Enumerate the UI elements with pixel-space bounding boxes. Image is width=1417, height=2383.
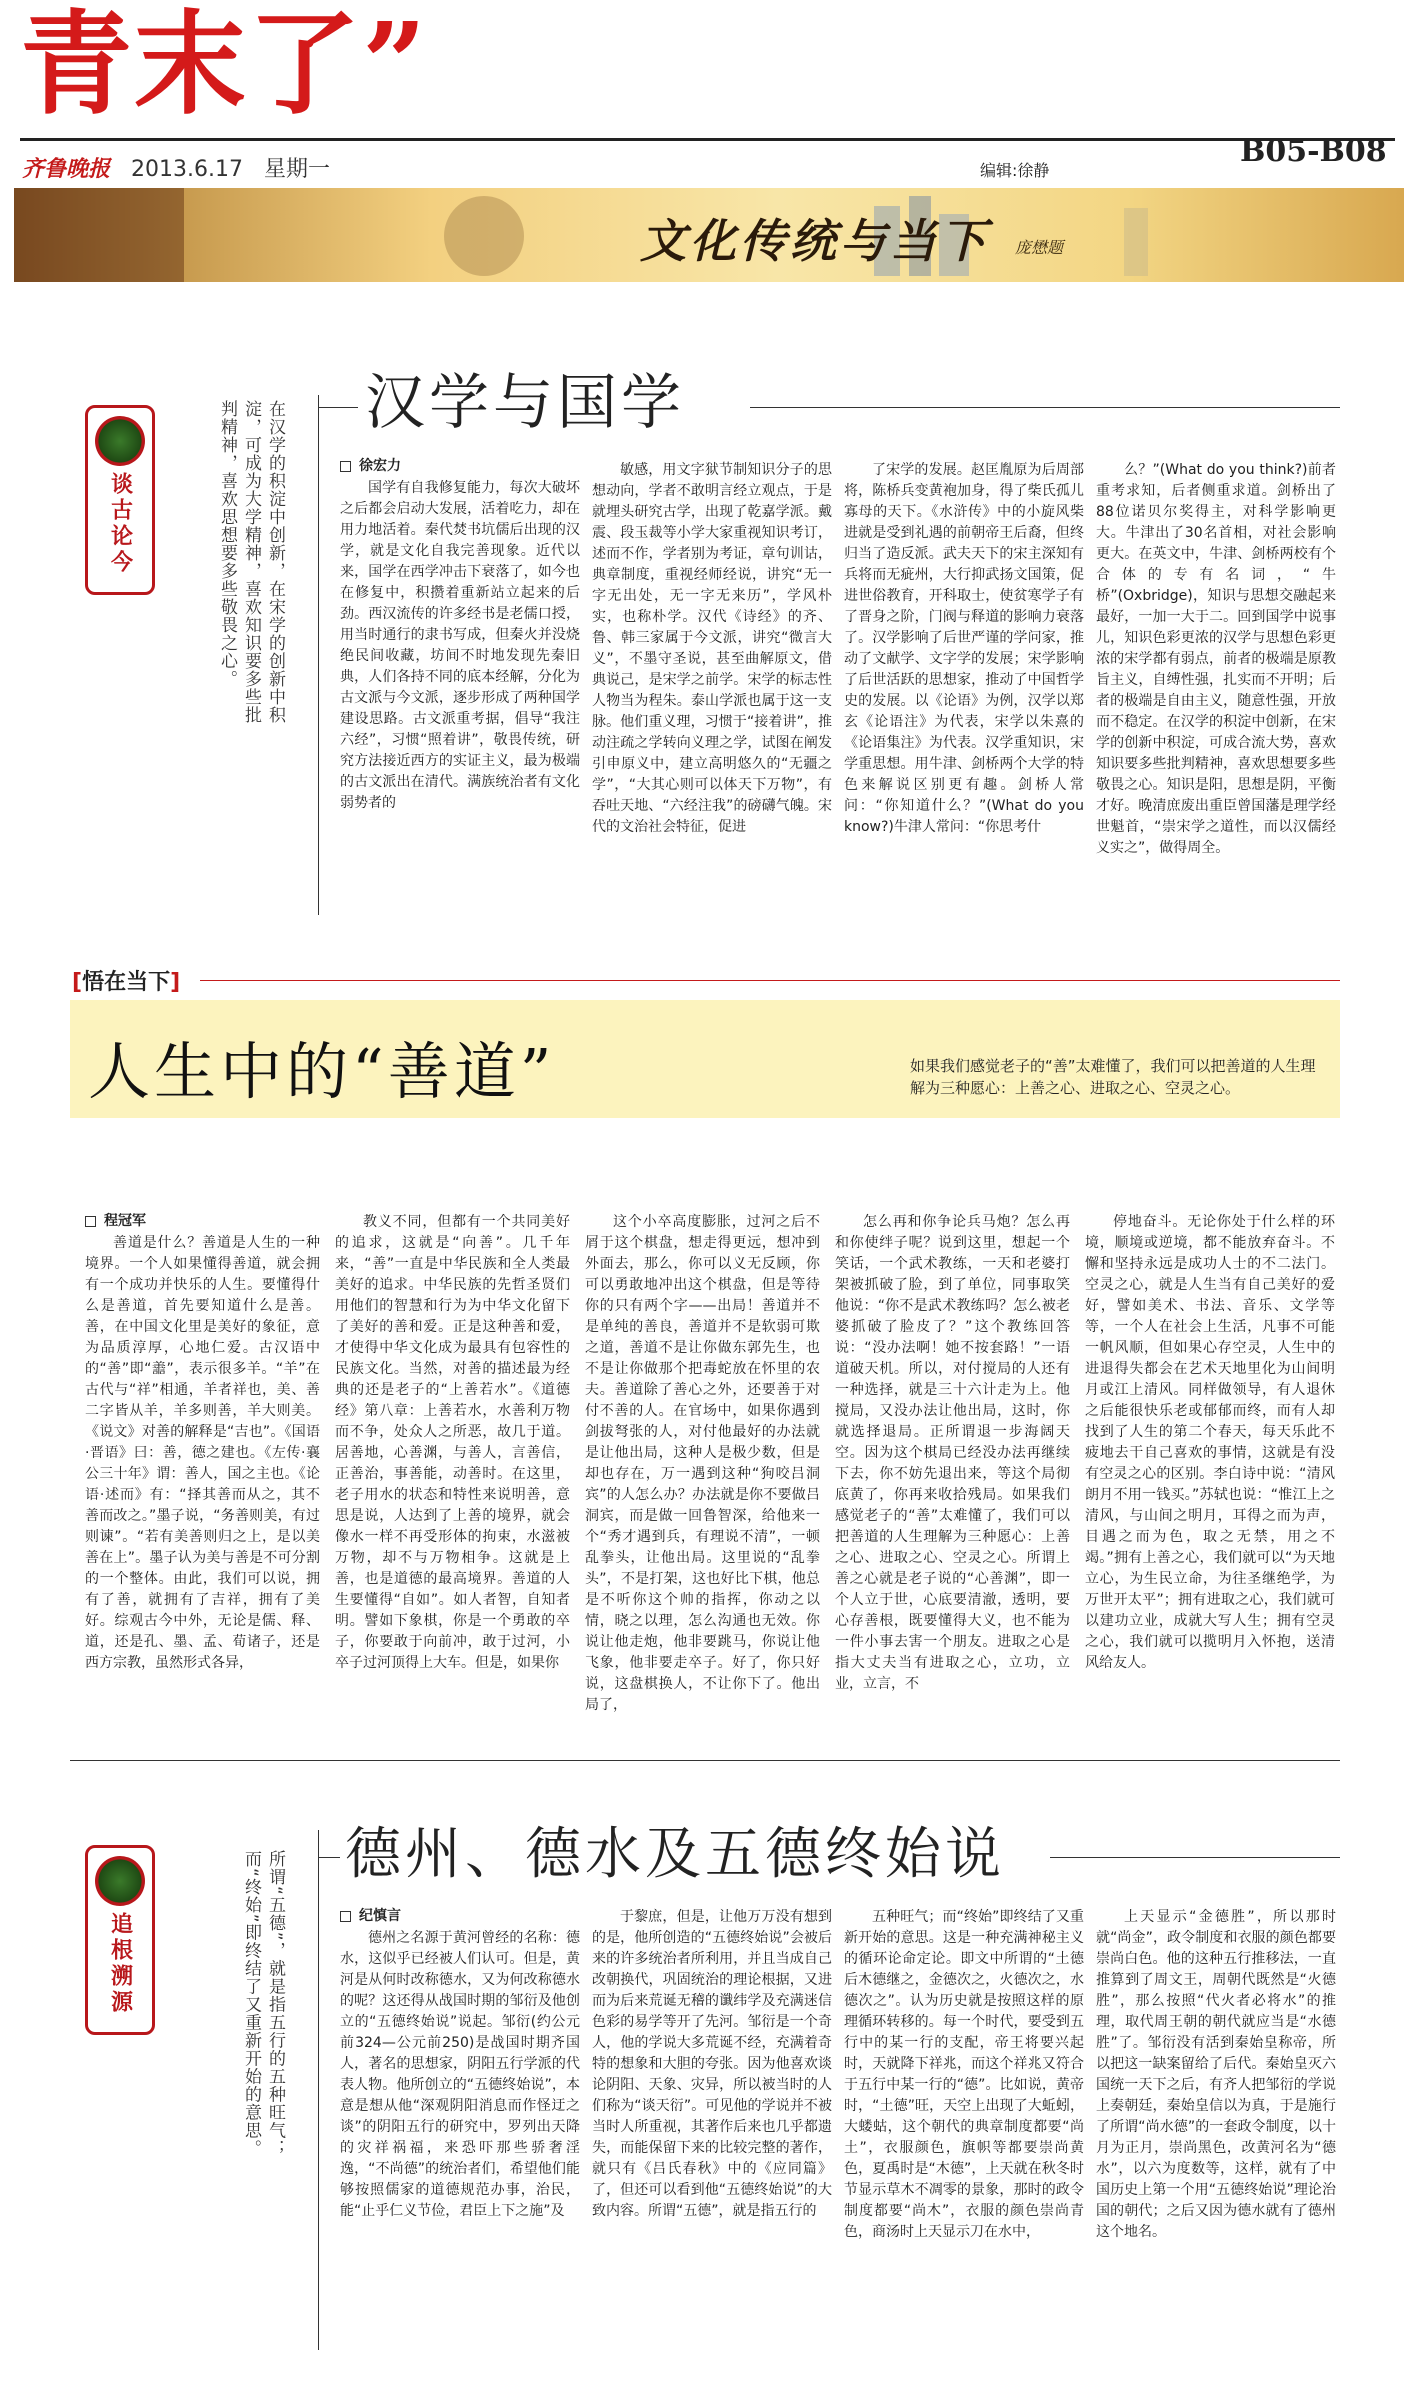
article-column: 这个小卒高度膨胀，过河之后不屑于这个棋盘，想走得更远，想冲到外面去，那么，你可以义无反顾，你可以勇敢地冲出这个棋盘，但是等待你的只有两个字——出局！善道并不是单纯的善良，善道并不是软弱可欺之道，善道不是让你做东郭先生，也不是让你做那个把毒蛇放在怀里的农夫。善道除了善心之外，还要善于对付不善的人。在官场中，如果你遇到剑拔弩张的人，对付他最好的办法就是让他出局，这种人是极少数，但是却也存在，万一遇到这种“狗咬吕洞宾”的人怎么办？办法就是你不要做吕洞宾，而是做一回鲁智深，给他来一个“秀才遇到兵，有理说不清”，一顿乱拳头，让他出局。这里说的“乱拳头”，不是打架，这也好比下棋，他总是不听你这个帅的指挥，你动之以情，晓之以理，怎么沟通也无效。你说让他走炮，他非要跳马，你说让他飞象，他非要走卒子。好了，你只好说，这盘棋换人，不让你下了。他出局了，	[585, 1214, 820, 1713]
section-tag	[72, 965, 180, 996]
column-name: 追根溯源	[107, 1912, 133, 2016]
article-column: 了宋学的发展。赵匡胤原为后周部将，陈桥兵变黄袍加身，得了柴氏孤儿寡母的天下。《水浒传》中的小旋风柴进就是受到礼遇的前朝帝王后裔，但终归当了造反派。武夫天下的宋主深知有兵将而无疵州，大行抑武扬文国策，促进世俗教育，开科取士，使贫寒学子有了晋身之阶，门阀与释道的影响力衰落了。汉学影响了后世严谨的学问家，推动了文献学、文字学的发展；宋学影响了后世活跃的思想家，推动了中国哲学史的发展。以《论语》为例，汉学以郑玄《论语注》为代表，宋学以朱熹的《论语集注》为代表。汉学重知识，宋学重思想。用牛津、剑桥两个大学的特色来解说区别更有趣。剑桥人常问：“你知道什么？”(What do you know?)牛津人常问：“你思考什	[844, 462, 1084, 835]
side-caption: 在汉学的积淀中创新，在宋学的创新中积淀，可成为大学精神，喜欢知识要多些批判精神，喜欢思想要多些敬畏之心。	[217, 400, 285, 724]
title-rule-left	[318, 407, 358, 408]
article-author: 徐宏力	[340, 455, 401, 475]
tag-rule	[200, 980, 1340, 981]
article-column: 停地奋斗。无论你处于什么样的环境，顺境或逆境，都不能放弃奋斗。不懈和坚持永远是成功人士的不二法门。空灵之心，就是人生当有自己美好的爱好，譬如美术、书法、音乐、文学等等，一个人在社会上生活，凡事不可能一帆风顺，但如果心存空灵，人生中的进退得失都会在艺术天地里化为山间明月或江上清风。同样做领导，有人退休之后能很快乐老或郁郁而终，而有人却找到了人生的第二个春天，每天乐此不疲地去干自己喜欢的事情，这就是有没有空灵之心的区别。李白诗中说：“清风朗月不用一钱买。”苏轼也说：“惟江上之清风，与山间之明月，耳得之而为声，目遇之而为色，取之无禁，用之不竭。”拥有上善之心，我们就可以“为天地立心，为生民立命，为往圣继绝学，为万世开太平”；拥有进取之心，我们就可以建功立业，成就大写人生；拥有空灵之心，我们就可以揽明月入怀抱，送清风给友人。	[1085, 1214, 1335, 1671]
article-column: 德州之名源于黄河曾经的名称：德水，这似乎已经被人们认可。但是，黄河是从何时改称德水，又为何改称德水的呢？这还得从战国时期的邹衍及他创立的“五德终始说”说起。邹衍(约公元前324—公元前250)是战国时期齐国人，著名的思想家，阴阳五行学派的代表人物。他所创立的“五德终始说”，本意是想从他“深观阴阳消息而作怪迂之谈”的阴阳五行的研究中，罗列出天降的灾祥祸福，来恐吓那些骄奢淫逸，“不尚德”的统治者们，希望他们能够按照儒家的道德规范办事，治民，能“止乎仁义节俭，君臣上下之施”及	[340, 1930, 580, 2219]
article-column: 五种旺气；而“终始”即终结了又重新开始的意思。这是一种充满神秘主义的循环论命定论。即文中所谓的“土德后木德继之，金德次之，火德次之，水德次之”。认为历史就是按照这样的原理循环转移的。每一个时代，要受到五行中的某一行的支配，帝王将要兴起时，天就降下祥兆，而这个祥兆又符合于五行中某一行的“德”。比如说，黄帝时，“土德”旺，天空上出现了大蚯蚓，大蝼蛄，这个朝代的典章制度都要“尚土”，衣服颜色，旗帜等都要崇尚黄色，夏禹时是“木德”，上天就在秋冬时节显示草木不凋零的景象，那时的政令制度都要“尚木”，衣服的颜色崇尚青色，商汤时上天显示刀在水中，	[844, 1909, 1084, 2240]
tag-bracket-close: ]	[170, 970, 181, 995]
article-author: 纪慎言	[340, 1905, 401, 1925]
article-column: 教义不同，但都有一个共同美好的追求，这就是“向善”。几千年来，“善”一直是中华民族和全人类最美好的追求。中华民族的先哲圣贤们用他们的智慧和行为为中华文化留下了美好的善和爱。正是这种善和爱，才使得中华文化成为最具有包容性的民族文化。当然，对善的描述最为经典的还是老子的“上善若水”。《道德经》第八章：上善若水，水善利万物而不争，处众人之所恶，故几于道。居善地，心善渊，与善人，言善信，正善治，事善能，动善时。在这里，老子用水的状态和特性来说明善，意思是说，人达到了上善的境界，就会像水一样不再受形体的拘束，水滋被万物，却不与万物相争。这就是上善，也是道德的最高境界。善道的人生要懂得“自如”。如人者智，自知者明。譬如下象棋，你是一个勇敢的卒子，你要敢于向前冲，敢于过河，小卒子过河顶得上大车。但是，如果你	[335, 1214, 570, 1671]
banner-title: 文化传统与当下	[640, 214, 990, 268]
header-divider	[20, 138, 1395, 141]
tag-bracket-open: [	[72, 970, 83, 995]
title-rule-right	[750, 407, 1340, 408]
section-tag-label: 悟在当下	[82, 970, 171, 995]
column-seal-tangu	[85, 405, 155, 595]
column-seal-zhuigen	[85, 1845, 155, 2035]
article-author: 程冠军	[85, 1210, 146, 1230]
side-caption: 所谓“五德”，就是指五行的五种旺气；而“终始”即终结了又重新开始的意思。	[241, 1850, 285, 2158]
article-lede: 如果我们感觉老子的“善”太难懂了，我们可以把善道的人生理解为三种愿心：上善之心、进取之心、空灵之心。	[910, 1057, 1316, 1097]
article-column: 于黎庶，但是，让他万万没有想到的是，他所创造的“五德终始说”会被后来的许多统治者所利用，并且当成自己改朝换代，巩固统治的理论根据，又进而为后来荒诞无稽的谶纬学及充满迷信色彩的易学等开了先河。邹衍是一个奇人，他的学说大多荒诞不经，充满着奇特的想象和大胆的夸张。因为他喜欢谈论阴阳、天象、灾异，所以被当时的人们称为“谈天衍”。可见他的学说并不被当时人所重视，其著作后来也几乎都遗失，而能保留下来的比较完整的著作，就只有《吕氏春秋》中的《应同篇》了，但还可以看到他“五德终始说”的大致内容。所谓“五德”，就是指五行的	[592, 1909, 832, 2219]
article-column: 国学有自我修复能力，每次大破坏之后都会启动大发展，活着吃力，却在用力地活着。秦代焚书坑儒后出现的汉学，就是文化自我完善现象。近代以来，国学在西学冲击下衰落了，如今也在修复中，积攒着重新站立起来的后劲。西汉流传的许多经书是老儒口授，用当时通行的隶书写成，但秦火并没烧绝民间收藏，坊间不时地发现先秦旧典，人们各持不同的底本经解，分化为古文派与今文派，逐步形成了两种国学建设思路。古文派重考据，倡导“我注六经”，习惯“照着讲”，敬畏传统，研究方法接近西方的实证主义，最为极端的古文派出在清代。满族统治者有文化弱势者的	[340, 480, 580, 811]
caption-divider	[318, 1830, 319, 2350]
article-title: 德州、德水及五德终始说	[345, 1822, 1005, 1887]
article-column: 怎么再和你争论兵马炮？怎么再和你使绊子呢？说到这里，想起一个笑话，一个武术教练，一天和老婆打架被抓破了脸，到了单位，同事取笑他说：“你不是武术教练吗？怎么被老婆抓破了脸皮了？”这个教练回答说：“没办法啊！她不按套路！”一语道破天机。所以，对付搅局的人还有一种选择，就是三十六计走为上。他搅局，又没办法让他出局，这时，你就选择退局。正所谓退一步海阔天空。因为这个棋局已经没办法再继续下去，你不妨先退出来，等这个局彻底黄了，你再来收拾残局。如果我们感觉老子的“善”太难懂了，我们可以把善道的人生理解为三种愿心：上善之心、进取之心、空灵之心。所谓上善之心就是老子说的“心善渊”，即一个人立于世，心底要清澈，透明，要心存善根，既要懂得大义，也不能为一件小事去害一个朋友。进取之心是指大丈夫当有进取之心，立功，立业，立言，不	[835, 1214, 1070, 1692]
header-dateline	[22, 152, 330, 183]
section-divider	[70, 1760, 1340, 1761]
article-column: 敏感，用文字狱节制知识分子的思想动向，学者不敢明言经立观点，于是就埋头研究古学，出现了乾嘉学派。戴震、段玉裁等小学大家重视知识考订，述而不作，学者别为考证，章句训诂，典章制度，重视经师经说，讲究“无一字无出处，无一字无来历”，学风朴实，也称朴学。汉代《诗经》的齐、鲁、韩三家属于今文派，讲究“微言大义”，不墨守圣说，甚至曲解原文，借典说己，是宋学之前学。宋学的标志性人物当为程朱。泰山学派也属于这一支脉。他们重义理，习惯于“接着讲”，推动注疏之学转向义理之学，试图在阐发引申原义中，建立高明悠久的“无疆之学”，“大其心则可以体天下万物”，有吞吐天地、“六经注我”的磅礴气魄。宋代的文治社会特征，促进	[592, 462, 832, 835]
seal-ornament-icon	[95, 1856, 145, 1906]
article-column: 善道是什么？善道是人生的一种境界。一个人如果懂得善道，就会拥有一个成功并快乐的人生。要懂得什么是善道，首先要知道什么是善。善，在中国文化里是美好的象征，意为品质淳厚，心地仁爱。古汉语中的“善”即“譱”，表示很多羊。“羊”在古代与“祥”相通，羊者祥也，美、善二字皆从羊，羊多则善，羊大则美。《说文》对善的解释是“吉也”。《国语·晋语》曰：善，德之建也。《左传·襄公三十年》谓：善人，国之主也。《论语·述而》有：“择其善而从之，其不善而改之。”墨子说，“务善则美，有过则谏”。“若有美善则归之上，是以美善在上”。墨子认为美与善是不可分割的一个整体。由此，我们可以说，拥有了善，就拥有了吉祥，拥有了美好。综观古今中外，无论是儒、释、道，还是孔、墨、孟、荀诸子，还是西方宗教，虽然形式各异，	[85, 1235, 320, 1671]
newspaper-brand: 齐鲁晚报	[22, 156, 111, 182]
issue-weekday: 星期一	[263, 157, 330, 182]
article-title: 汉学与国学	[365, 368, 685, 438]
title-rule-left	[318, 1857, 340, 1858]
title-rule-right	[1050, 1857, 1340, 1858]
banner-signature: 庞懋题	[1015, 238, 1064, 257]
page-range: B05-B08	[1240, 134, 1387, 169]
caption-divider	[318, 395, 319, 915]
seal-ornament-icon	[95, 416, 145, 466]
article-column: 么？”(What do you think?)前者重考求知，后者侧重求道。剑桥出了88位诺贝尔奖得主，对科学影响更大。牛津出了30名首相，对社会影响更大。在英文中，牛津、剑桥两校有个合体的专有名词，“牛桥”(Oxbridge)，知识与思想交融起来最好，一加一大于二。回到国学中说事儿，知识色彩更浓的汉学与思想色彩更浓的宋学都有弱点，前者的极端是原教旨主义，自缚性强，扎实而不开明；后者的极端是自由主义，随意性强，开放而不稳定。在汉学的积淀中创新，在宋学的创新中积淀，可成合流大势，喜欢知识要多些批判精神，喜欢思想要多些敬畏之心。知识是阳，思想是阴，平衡才好。晚清庶废出重臣曾国藩是理学经世魁首，“崇宋学之道性，而以汉儒经义实之”，做得周全。	[1096, 462, 1336, 856]
article-title: 人生中的“善道”	[88, 1035, 556, 1108]
column-name: 谈古论今	[107, 472, 133, 576]
issue-date: 2013.6.17	[131, 157, 243, 182]
editor-credit: 编辑:徐静	[980, 161, 1050, 180]
article-column: 上天显示“金德胜”，所以那时就“尚金”，政令制度和衣服的颜色都要崇尚白色。他的这种五行推移法，一直推算到了周文王，周朝代既然是“火德胜”，那么按照“代火者必将水”的推理，取代周王朝的朝代就应当是“水德胜”了。邹衍没有活到秦始皇称帝，所以把这一缺案留给了后代。秦始皇灭六国统一天下之后，有齐人把邹衍的学说上奏朝廷，秦始皇信以为真，于是施行了所谓“尚水德”的一套政令制度，以十月为正月，崇尚黑色，改黄河名为“德水”，以六为度数等，这样，就有了中国历史上第一个用“五德终始说”理论治国的朝代；之后又因为德水就有了德州这个地名。	[1096, 1909, 1336, 2240]
masthead-title: 青末了”	[20, 0, 429, 130]
